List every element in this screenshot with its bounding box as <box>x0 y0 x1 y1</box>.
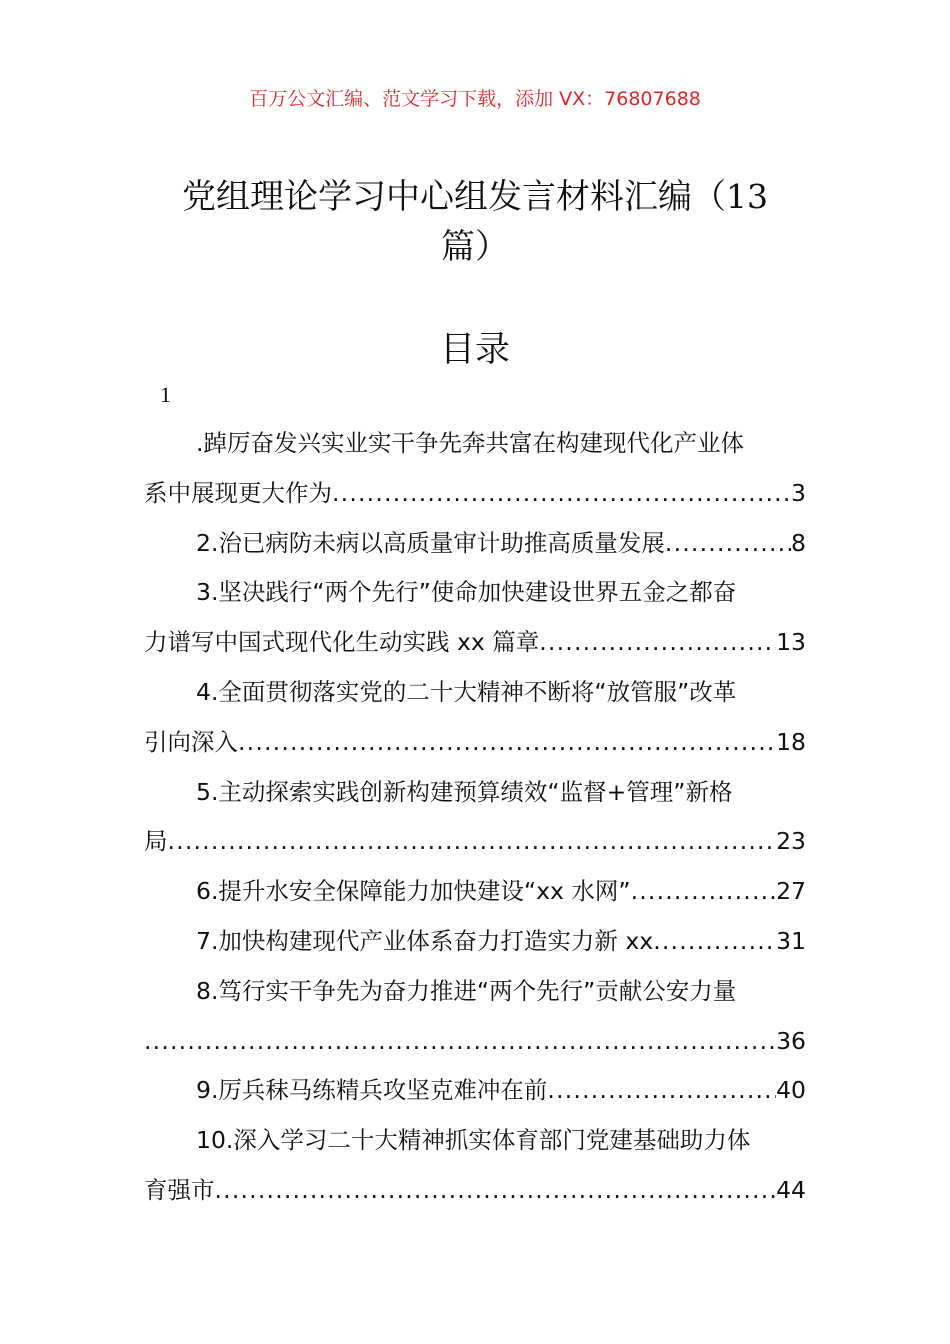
toc-entry-line <box>144 967 806 1017</box>
toc-entry-text: 6.提升水安全保障能力加快建设“xx 水网” <box>196 877 631 906</box>
toc-entry-line <box>144 768 806 818</box>
toc-entry-text: 3.坚决践行“两个先行”使命加快建设世界五金之都奋 <box>196 578 737 607</box>
toc-page-number: 44 <box>776 1175 806 1204</box>
toc-page-number: 36 <box>776 1026 806 1055</box>
title-suffix: 篇） <box>441 227 509 267</box>
toc-page-number: 27 <box>776 877 806 906</box>
table-of-contents <box>144 419 806 1216</box>
toc-page-number: 8 <box>791 528 806 557</box>
toc-entry-text: 育强市 <box>144 1175 215 1204</box>
dot-leader <box>653 917 776 967</box>
watermark-banner: 百万公文汇编、范文学习下载，添加 VX：76807688 <box>249 88 701 110</box>
toc-entry-line <box>144 668 806 718</box>
toc-entry-text: 力谱写中国式现代化生动实践 xx 篇章 <box>144 628 540 657</box>
toc-entry-line[interactable] <box>144 917 806 967</box>
toc-entry-text: 9.厉兵秣马练精兵攻坚克难冲在前 <box>196 1076 548 1105</box>
dot-leader <box>665 519 791 569</box>
dot-leader <box>238 718 776 768</box>
toc-entry-text: 7.加快构建现代产业体系奋力打造实力新 xx <box>196 926 654 955</box>
toc-page-number: 23 <box>776 827 806 856</box>
stray-number: 1 <box>160 382 171 407</box>
toc-entry-line <box>144 419 806 469</box>
toc-entry-line[interactable] <box>144 469 806 519</box>
toc-entry-line <box>144 1116 806 1166</box>
document-title <box>0 172 950 272</box>
toc-entry-text: 系中展现更大作为 <box>144 478 332 507</box>
toc-entry-line[interactable] <box>144 867 806 917</box>
toc-entry-line[interactable] <box>144 1066 806 1116</box>
toc-heading: 目录 <box>439 330 510 370</box>
title-text: 党组理论学习中心组发言材料汇编（ <box>182 177 726 217</box>
dot-leader <box>144 1017 776 1067</box>
title-count: 13 <box>726 177 768 216</box>
toc-entry-line[interactable] <box>144 1166 806 1216</box>
toc-page-number: 31 <box>776 926 806 955</box>
dot-leader <box>631 867 777 917</box>
toc-page-number: 18 <box>776 727 806 756</box>
toc-entry-line[interactable] <box>144 618 806 668</box>
dot-leader <box>215 1166 777 1216</box>
toc-entry-text: 引向深入 <box>144 727 238 756</box>
toc-entry-text: 8.笃行实干争先为奋力推进“两个先行”贡献公安力量 <box>196 976 737 1005</box>
toc-entry-line[interactable] <box>144 519 806 569</box>
toc-entry-text: 4.全面贯彻落实党的二十大精神不断将“放管服”改革 <box>196 677 737 706</box>
toc-entry-line[interactable] <box>144 1017 806 1067</box>
dot-leader <box>332 469 791 519</box>
toc-entry-text: .踔厉奋发兴实业实干争先奔共富在构建现代化产业体 <box>196 429 744 457</box>
toc-page-number: 3 <box>791 478 806 507</box>
toc-entry-text: 2.治已病防未病以高质量审计助推高质量发展 <box>196 528 665 557</box>
toc-entry-text: 局 <box>144 827 168 856</box>
toc-page-number: 40 <box>776 1076 806 1105</box>
toc-entry-line[interactable] <box>144 817 806 867</box>
toc-page-number: 13 <box>776 628 806 657</box>
toc-entry-text: 10.深入学习二十大精神抓实体育部门党建基础助力体 <box>196 1126 751 1155</box>
toc-entry-line <box>144 568 806 618</box>
dot-leader <box>539 618 776 668</box>
dot-leader <box>547 1066 776 1116</box>
toc-entry-text: 5.主动探索实践创新构建预算绩效“监督+管理”新格 <box>196 777 733 806</box>
dot-leader <box>168 817 777 867</box>
toc-entry-line[interactable] <box>144 718 806 768</box>
